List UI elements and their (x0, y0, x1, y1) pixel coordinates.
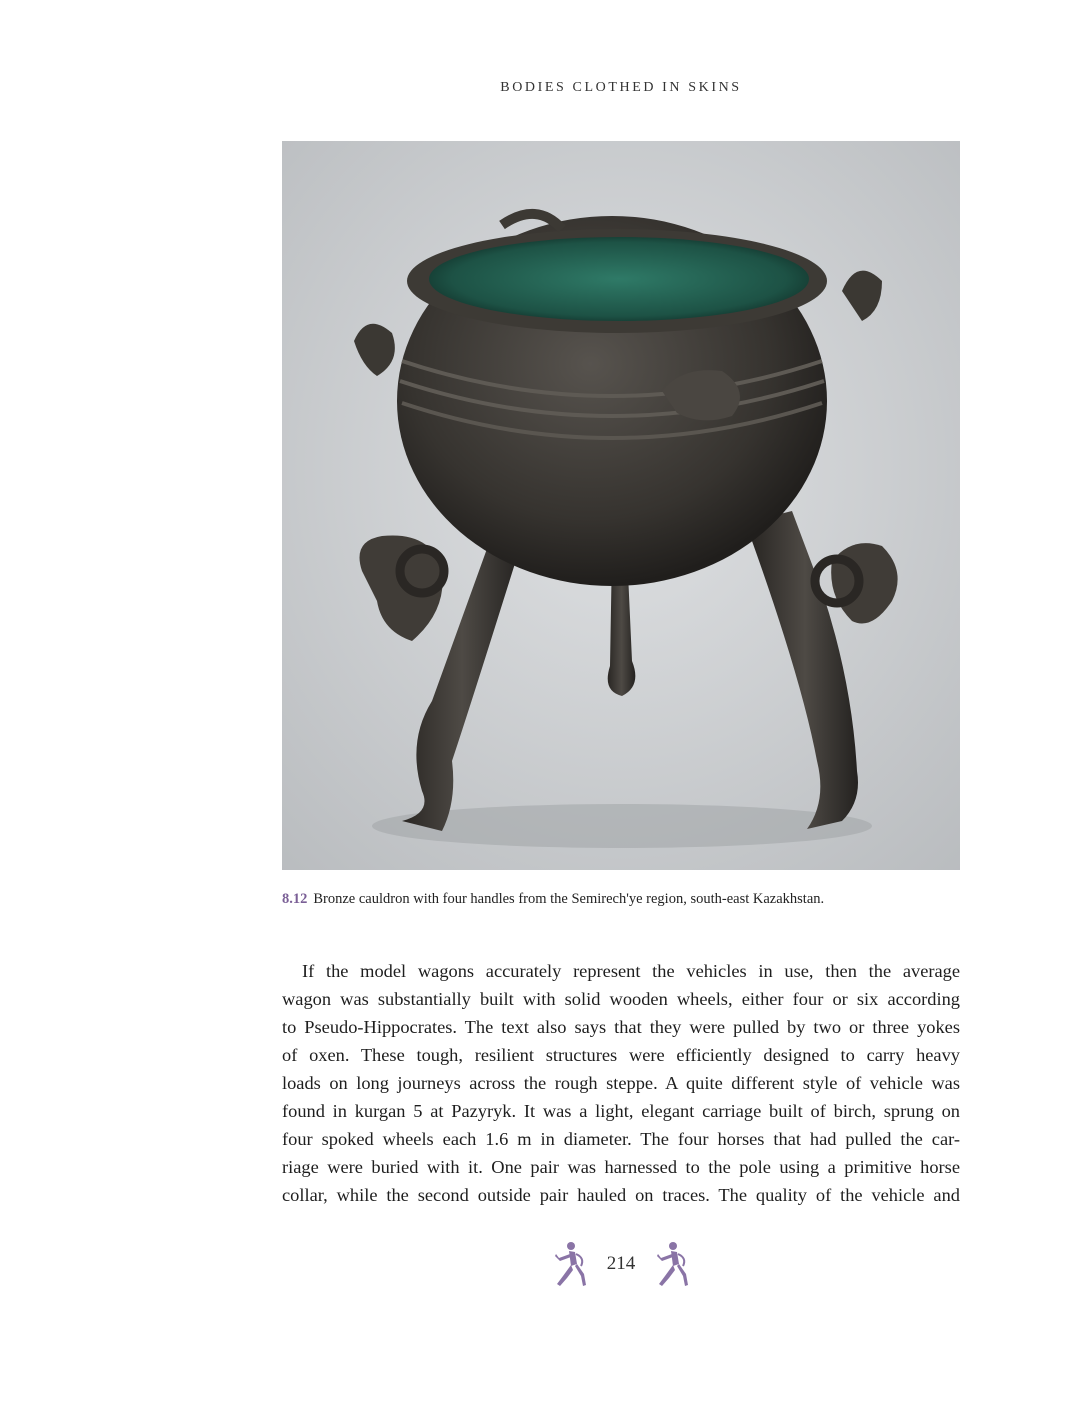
page-footer (282, 1240, 960, 1288)
text-line: If the model wagons accurately represent the vehicles in use, then the average (302, 961, 960, 981)
text-line: wagon was substantially built with solid wooden wheels, either four or six according (282, 989, 960, 1009)
text-line: riage were buried with it. One pair was harnessed to the pole using a primitive horse (282, 1157, 960, 1177)
page-number: 214 (606, 1253, 636, 1274)
cauldron-photo (282, 141, 960, 870)
body-paragraph (282, 957, 960, 1209)
running-archer-icon (551, 1240, 589, 1288)
text-line: collar, while the second outside pair hauled on traces. The quality of the vehicle and (282, 1185, 960, 1205)
figure-number: 8.12 (282, 891, 308, 907)
figure-caption-text: Bronze cauldron with four handles from the Semirech'ye region, south-east Kazakhstan. (313, 891, 825, 907)
figure-caption (282, 891, 960, 908)
text-line: of oxen. These tough, resilient structures were efficiently designed to carry heavy (282, 1045, 960, 1065)
text-line: found in kurgan 5 at Pazyryk. It was a light, elegant carriage built of birch, sprung on (282, 1101, 960, 1121)
text-line: to Pseudo-Hippocrates. The text also says that they were pulled by two or three yokes (282, 1017, 960, 1037)
text-line: four spoked wheels each 1.6 m in diameter. The four horses that had pulled the car- (282, 1129, 960, 1149)
text-line: loads on long journeys across the rough steppe. A quite different style of vehicle was (282, 1073, 960, 1093)
running-head: BODIES CLOTHED IN SKINS (500, 80, 742, 95)
running-archer-icon (653, 1240, 691, 1288)
